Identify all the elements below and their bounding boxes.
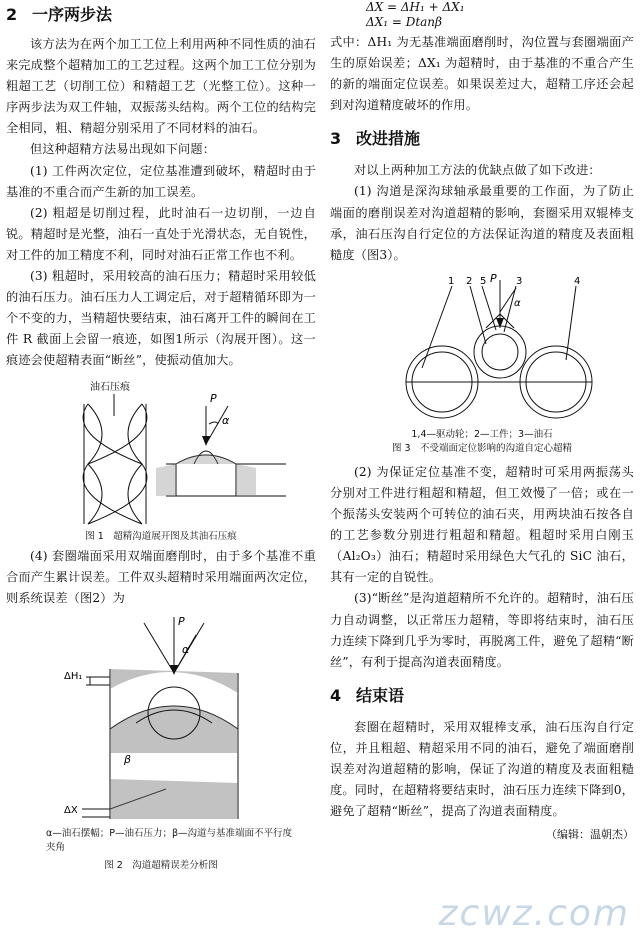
figure-3-caption: 图 3 不受端面定位影响的沟道自定心超精 — [391, 442, 573, 454]
fig3-num-4: 4 — [574, 275, 581, 287]
section-heading-4 — [330, 685, 634, 707]
section-title: 一序两步法 — [32, 5, 113, 24]
paragraph: (3) 粗超时，采用较高的油石压力；精超时采用较低的油石压力。油石压力人工调定后，对于超精循环即为一个不变的力，当精超快要结束，油石离开工件的瞬间在工件 R 截面上会留一痕迹，如图1所示（沟展开图）。这一痕迹会使超精表面“断丝”，使振动值加大。 — [6, 269, 316, 368]
figure-2-caption: 图 2 沟道超精误差分析图 — [104, 859, 218, 871]
paragraph: (4) 套圈端面采用双端面磨削时，由于多个基准不重合而产生累计误差。工件双头超精时采用端面两次定位，则系统误差（图2）为 — [6, 548, 316, 605]
paragraph: (1) 工件两次定位，定位基准遭到破坏，精超时由于基准的不重合而产生新的加工误差。 — [6, 163, 316, 199]
section-title: 结束语 — [356, 685, 405, 705]
fig3-num-1: 1 — [448, 275, 455, 287]
section-heading-3 — [330, 128, 634, 150]
figure-2-drawing — [6, 613, 316, 823]
paragraph: (2) 为保证定位基准不变，超精时可采用两振荡头分别对工件进行粗超和精超，但工效慢了一倍；或在一个振荡头安装两个可转位的油石夹，用两块油石按各自的工艺参数分别进行粗超和精超。粗超时采用白刚玉（Al₂O₃）油石；精超时采用绿色大气孔的 SiC 油石，其有一定的自锐性。 — [330, 464, 634, 585]
fig1-P-label: P — [210, 391, 217, 405]
fig3-num-5: 5 — [480, 275, 487, 287]
paragraph: 对以上两种加工方法的优缺点做了如下改进： — [354, 163, 601, 178]
paragraph: 但这种超精方法易出现如下问题： — [30, 142, 216, 157]
right-column — [330, 0, 634, 842]
fig3-num-3: 3 — [516, 275, 523, 287]
paragraph: 式中：ΔH₁ 为无基准端面磨削时，沟位置与套圈端面产生的原始误差；ΔX₁ 为超精时，由于基准的不重合产生的新的端面定位误差。如果误差过大，超精工序还会起到对沟道精度破坏的作用。 — [330, 35, 634, 113]
fig2-dX-label: ΔX — [64, 804, 78, 816]
paragraph: 套圈在超精时，采用双辊棒支承，油石压沟自行定位，并且粗超、精超采用不同的油石，避免了端面磨削误差对沟道超精的影响，保证了沟道的精度及表面粗糙度。同时，在超精将要结束时，油石压力连续下降到0，避免了超精“断丝”，提高了沟道表面精度。 — [330, 719, 635, 819]
section-title: 改进措施 — [356, 129, 421, 149]
watermark: zcwz.com — [438, 893, 630, 934]
section-heading-2 — [6, 4, 316, 26]
formula-1: ΔX = ΔH₁ + ΔX₁ — [366, 0, 465, 14]
paragraph: 该方法为在两个加工工位上利用两种不同性质的油石来完成整个超精加工的工艺过程。这两个加工工位分别为粗超工艺（切削工位）和精超工艺（光整工位）。这种一序两步法为双工件轴，双振荡头结构。两个工位的结构完全相同，粗、精超分别采用了不同材料的油石。 — [6, 37, 316, 136]
figure-1-drawing — [6, 376, 316, 526]
fig3-alpha-label: α — [514, 297, 521, 309]
fig2-dH1-label: ΔH₁ — [64, 670, 83, 682]
fig2-alpha-label: α — [182, 642, 190, 656]
section-number: 4 — [330, 685, 342, 705]
fig2-P-label: P — [178, 614, 185, 628]
paragraph: (1) 沟道是深沟球轴承最重要的工作面，为了防止端面的磨削误差对沟道超精的影响，套圈采用双辊棒支承，油石压沟自行定位的方法保证沟道的精度及表面粗糙度（图3）。 — [330, 184, 634, 262]
figure-3 — [330, 272, 634, 462]
figure-3-drawing — [330, 272, 634, 424]
fig1-label: 油石压痕 — [90, 381, 130, 393]
editor-credit: （编辑：温朝杰） — [546, 828, 634, 842]
figure-3-legend: 1,4—驱动轮；2—工件；3—油石 — [411, 428, 553, 440]
paragraph: (3)“断丝”是沟道超精所不允许的。超精时，油石压力自动调整，以正常压力超精，等即将结束时，油石压力连续下降到几乎为零时，再脱离工件，避免了超精“断丝”，有利于提高沟道表面精度。 — [330, 591, 634, 669]
section-number: 3 — [330, 129, 342, 149]
fig3-P-label: P — [490, 271, 497, 285]
section-number: 2 — [6, 5, 18, 24]
formula-2: ΔX₁ = Dtanβ — [366, 15, 442, 29]
figure-1-caption: 图 1 超精沟道展开图及其油石压痕 — [85, 530, 237, 542]
figure-2-legend: α—油石摆幅；P—油石压力；β—沟道与基准端面不平行度夹角 — [46, 827, 293, 853]
figure-2 — [6, 613, 316, 873]
fig2-beta-label: β — [124, 752, 132, 766]
fig1-alpha-label: α — [222, 413, 230, 427]
paragraph: (2) 粗超是切削过程，此时油石一边切削，一边自锐。精超时是光整，油石一直处于光滑状态，无自锐性，对工件的加工精度不利，同时对油石正常工作也不利。 — [6, 205, 316, 262]
fig3-num-2: 2 — [466, 275, 473, 287]
left-column — [6, 0, 316, 873]
figure-1 — [6, 376, 316, 546]
